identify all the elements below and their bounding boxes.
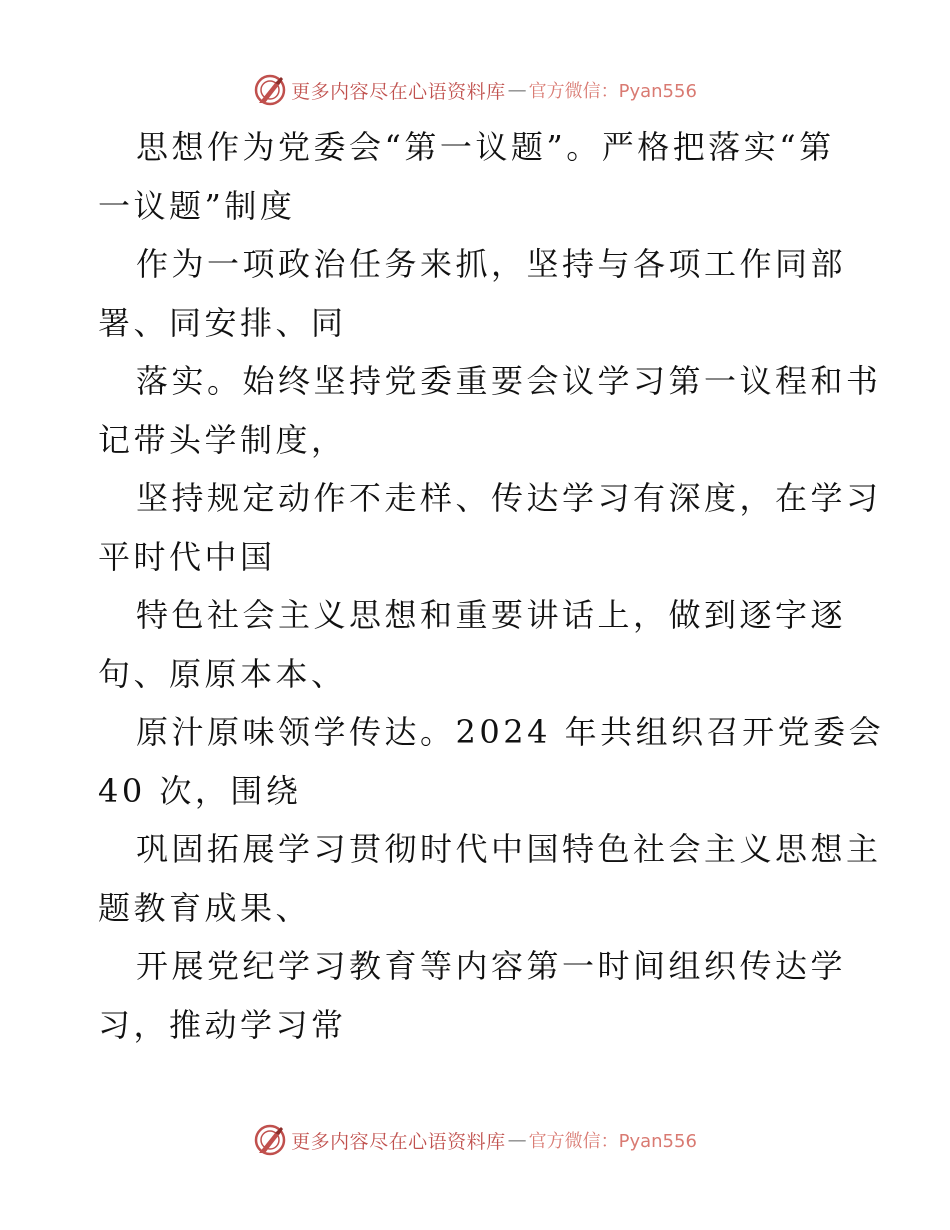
quill-seal-logo [253,1123,287,1157]
body-line: 特色社会主义思想和重要讲话上，做到逐字逐 [136,596,847,634]
header-banner-wechat: 官方微信：Pyan556 [528,81,697,102]
body-line: 原汁原味领学传达。2024 年共组织召开党委会 [136,713,885,751]
body-line: 记带头学制度， [98,420,347,459]
footer-banner-text: 更多内容尽在心语资料库 [291,1130,506,1153]
footer-banner-wechat: 官方微信：Pyan556 [528,1131,697,1152]
footer-banner [0,1120,950,1160]
quill-seal-logo [253,73,287,107]
footer-banner-separator: — [507,1129,527,1151]
body-line: 思想作为党委会“第一议题”。严格把落实“第 [136,128,835,166]
header-banner-text: 更多内容尽在心语资料库 [291,80,506,103]
header-banner-separator: — [507,79,527,101]
header-banner [0,70,950,110]
body-line: 句、原原本本、 [98,654,347,693]
body-line: 坚持规定动作不走样、传达学习有深度，在学习 [136,479,882,517]
body-line: 40 次，围绕 [98,771,302,810]
body-line: 题教育成果、 [98,888,312,927]
body-line: 巩固拓展学习贯彻时代中国特色社会主义思想主 [136,830,882,868]
body-line: 开展党纪学习教育等内容第一时间组织传达学 [136,947,847,985]
body-line: 一议题”制度 [98,186,296,225]
document-body [98,118,885,1054]
body-line: 习，推动学习常 [98,1005,347,1044]
body-line: 作为一项政治任务来抓，坚持与各项工作同部 [136,245,847,283]
body-line: 落实。始终坚持党委重要会议学习第一议程和书 [136,362,882,400]
body-line: 署、同安排、同 [98,303,347,342]
body-line: 平时代中国 [98,537,276,576]
